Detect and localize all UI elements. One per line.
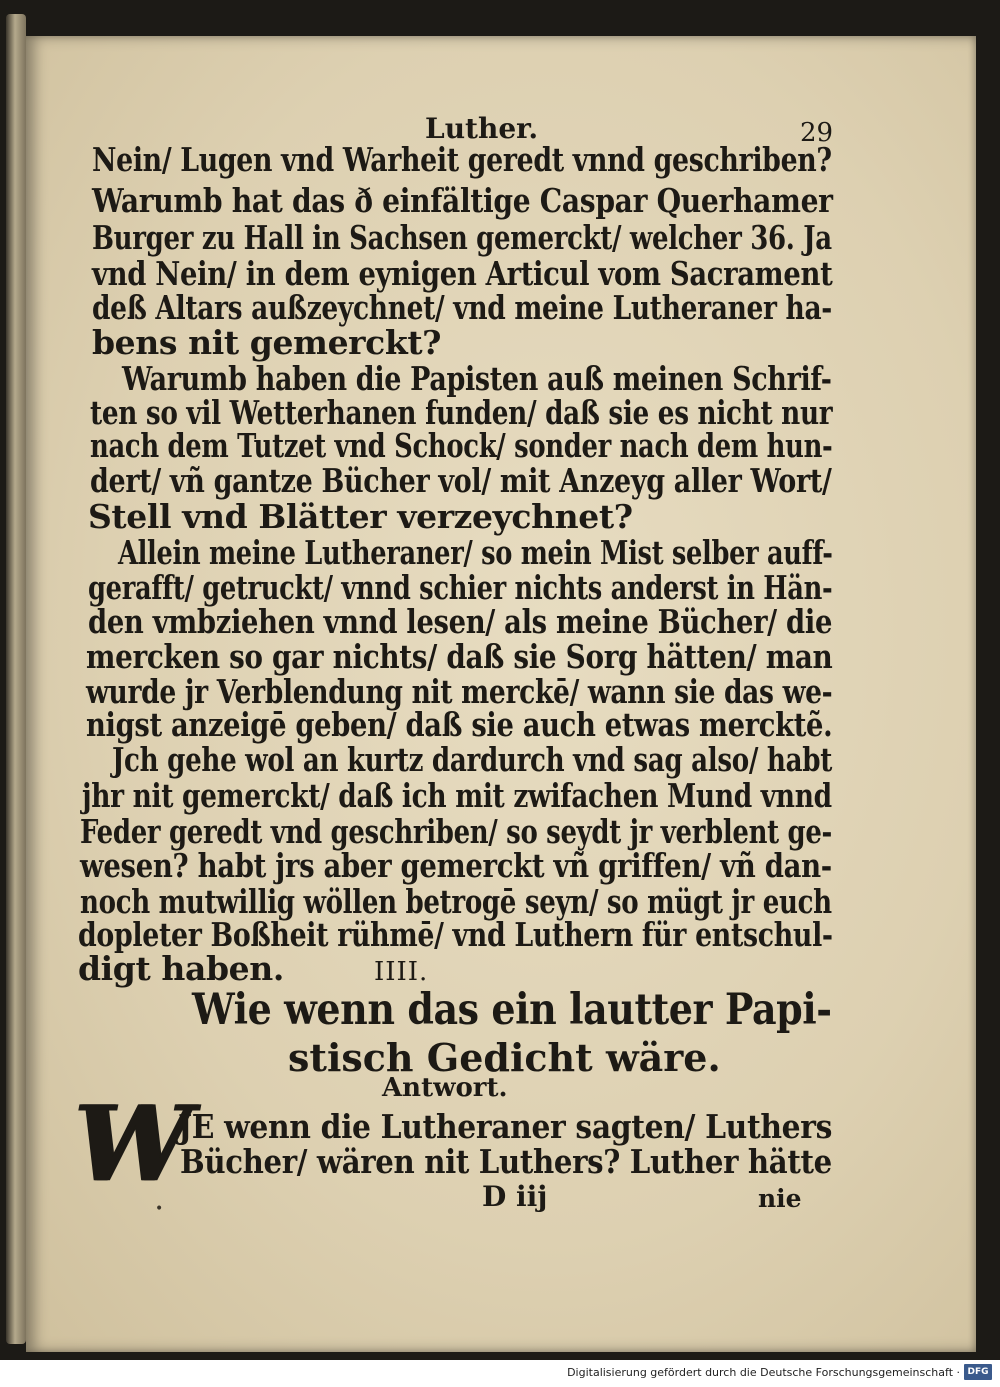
text-line: deß Altars außzeychnet/ vnd meine Lutheraner ha- bbox=[92, 288, 832, 327]
text-line: nach dem Tutzet vnd Schock/ sonder nach dem hun- bbox=[90, 426, 833, 465]
text-line: Bücher/ wären nit Luthers? Luther hätte bbox=[180, 1142, 832, 1181]
section-heading: Wie wenn das ein lautter Papi- bbox=[192, 985, 832, 1035]
text-line: Jch gehe wol an kurtz dardurch vnd sag also/ habt bbox=[112, 740, 832, 779]
section-heading-continued: stisch Gedicht wäre. bbox=[288, 1035, 721, 1080]
text-line-last bbox=[78, 949, 429, 988]
text-line: JE wenn die Lutheraner sagten/ Luthers bbox=[178, 1107, 833, 1146]
text-line: nigst anzeigē geben/ daß sie auch etwas mercktẽ. bbox=[86, 705, 833, 744]
text-line: wesen? habt jrs aber gemerckt vñ griffen/ vñ dan- bbox=[80, 846, 832, 885]
page-number: 29 bbox=[800, 118, 834, 148]
text-line: den vmbziehen vnnd lesen/ als meine Bücher/ die bbox=[88, 602, 833, 641]
ink-speck: • bbox=[155, 1201, 164, 1217]
text-line: digt haben. bbox=[78, 949, 284, 988]
text-line: jhr nit gemerckt/ daß ich mit zwifachen Mund vnnd bbox=[82, 776, 832, 815]
running-head: Luther. bbox=[425, 112, 539, 145]
text-line: Feder geredt vnd geschriben/ so seydt jr verblent ge- bbox=[80, 812, 832, 851]
section-marker: IIII. bbox=[373, 957, 429, 987]
text-line: mercken so gar nichts/ daß sie Sorg hätten/ man bbox=[86, 637, 833, 676]
page-edge bbox=[6, 14, 26, 1344]
text-line: Warumb hat das ð einfältige Caspar Querhamer bbox=[92, 181, 833, 220]
text-line: noch mutwillig wöllen betrogē seyn/ so mügt jr euch bbox=[80, 882, 832, 921]
answer-label: Antwort. bbox=[382, 1073, 508, 1103]
text-line: vnd Nein/ in dem eynigen Articul vom Sacrament bbox=[92, 254, 833, 293]
text-line: dert/ vñ gantze Bücher vol/ mit Anzeyg aller Wort/ bbox=[90, 461, 832, 500]
text-line: wurde jr Verblendung nit merckē/ wann sie das we- bbox=[86, 672, 833, 711]
text-line: dopleter Boßheit rühmē/ vnd Luthern für entschul- bbox=[78, 915, 833, 954]
signature-mark: D iij bbox=[482, 1180, 548, 1213]
text-line: bens nit gemerckt? bbox=[92, 323, 442, 362]
text-line: Allein meine Lutheraner/ so mein Mist selber auff- bbox=[118, 533, 833, 572]
text-line: Warumb haben die Papisten auß meinen Schrif- bbox=[122, 359, 832, 398]
footer-credit: Digitalisierung gefördert durch die Deutsche Forschungsgemeinschaft · bbox=[567, 1366, 960, 1379]
text-line: Nein/ Lugen vnd Warheit geredt vnnd geschriben? bbox=[92, 140, 832, 179]
catchword: nie bbox=[758, 1184, 802, 1213]
text-line: ten so vil Wetterhanen funden/ daß sie es nicht nur bbox=[90, 393, 833, 432]
footer-bar bbox=[0, 1360, 1000, 1387]
text-line: Stell vnd Blätter verzeychnet? bbox=[88, 497, 633, 536]
drop-cap-initial: W bbox=[74, 1082, 191, 1205]
dfg-logo[interactable]: DFG bbox=[964, 1364, 992, 1380]
text-line: Burger zu Hall in Sachsen gemerckt/ welcher 36. Ja bbox=[92, 218, 832, 257]
text-line: gerafft/ getruckt/ vnnd schier nichts anderst in Hän- bbox=[88, 568, 833, 607]
